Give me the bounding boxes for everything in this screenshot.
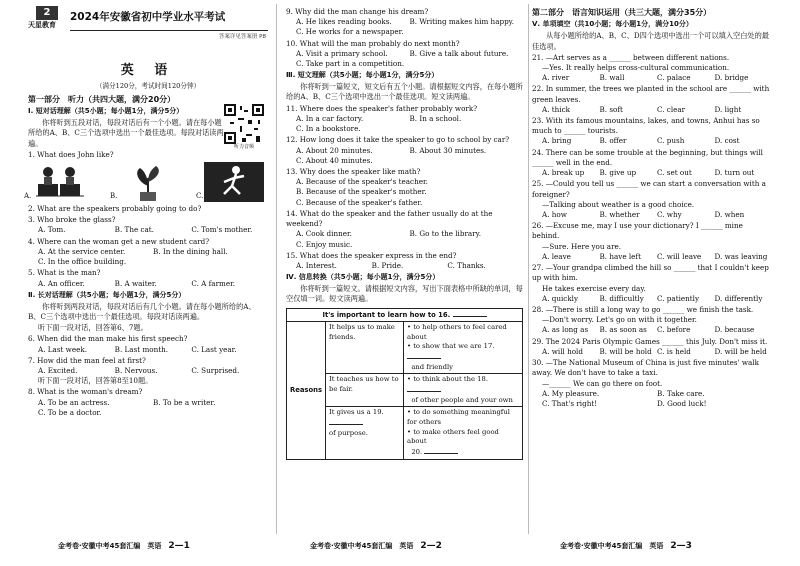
book-reading-icon <box>32 162 92 202</box>
option: B. A waiter. <box>114 278 157 288</box>
option: C. In a bookstore. <box>296 124 361 134</box>
option: C. is held <box>657 346 691 356</box>
detail-text: of other people and your own <box>411 395 513 404</box>
option: B. To be a writer. <box>153 397 216 407</box>
blank-20[interactable] <box>424 447 458 454</box>
option: B. Writing makes him happy. <box>409 17 515 27</box>
table-title-text: It's important to learn how to 16. <box>322 310 451 319</box>
section-3-title: Ⅲ. 短文理解（共5小题；每小题1分，满分5分） <box>286 71 439 80</box>
section-5-instructions: 从每小题所给的A、B、C、D四个选项中选出一个可以填入空白处的最佳选项。 <box>532 31 769 51</box>
picture-c <box>196 162 264 202</box>
option: D. when <box>714 210 745 220</box>
question-28-reply: —Don't worry. Let's go on with it together. <box>542 315 697 325</box>
option: B. About 30 minutes. <box>409 145 487 155</box>
column-2 <box>286 6 523 534</box>
section-2-note-2: 听下面一段对话，回答第8至10题。 <box>38 376 153 386</box>
question-4: 4. Where can the woman get a new student card? <box>28 236 210 246</box>
option: C. Surprised. <box>191 365 240 375</box>
question-24-options <box>532 168 772 178</box>
question-8: 8. What is the woman's dream? <box>28 387 143 397</box>
option: B. Take care. <box>657 388 705 398</box>
option: A. In a car factory. <box>296 113 364 123</box>
section-4-title: Ⅳ. 信息转换（共5小题；每小题1分，满分5分） <box>286 273 440 282</box>
question-4-options <box>28 247 268 257</box>
question-5-options <box>28 279 268 289</box>
question-13-options <box>286 177 523 208</box>
option: C. Last year. <box>191 344 237 354</box>
option: D. because <box>714 325 755 335</box>
qr-code-icon <box>224 104 264 144</box>
detail-text: to show that we are 17. <box>413 342 495 351</box>
publisher-logo <box>28 6 68 46</box>
detail-text: 20. <box>411 447 423 456</box>
logo-brand: 天星教育 <box>28 21 56 29</box>
option: A. Interest. <box>296 260 337 270</box>
logo-number: 2 <box>36 6 58 20</box>
picture-b-label: B. <box>110 192 118 201</box>
option: C. will leave <box>657 251 702 261</box>
question-2: 2. What are the speakers probably going to do? <box>28 203 202 213</box>
question-12: 12. How long does it take the speaker to go to school by car? <box>286 135 510 145</box>
option: B. Pride. <box>371 260 404 270</box>
reason-2-details: • to think about the 18. of other people and your own <box>404 374 523 407</box>
option: A. thick <box>542 104 570 114</box>
option: C. clear <box>657 104 686 114</box>
question-30-reply: —______ We can go there on foot. <box>542 378 663 388</box>
footer-series: 金考卷·安徽中考45套汇编 英语 <box>310 542 414 550</box>
question-15: 15. What does the speaker express in the end? <box>286 250 457 260</box>
option: A. river <box>542 73 570 83</box>
option: A. About 20 minutes. <box>296 145 373 155</box>
question-10: 10. What will the man probably do next month? <box>286 38 460 48</box>
section-2-note-1: 听下面一段对话，回答第6、7题。 <box>38 323 148 333</box>
question-28-options <box>532 325 772 335</box>
question-15-options <box>286 261 523 271</box>
option: D. was leaving <box>714 251 768 261</box>
option: A. Excited. <box>38 365 78 375</box>
question-23: 23. With its famous mountains, lakes, and towns, Anhui has so much to ______ tourists. <box>532 116 760 136</box>
question-12-options-c <box>286 156 523 166</box>
column-divider <box>276 4 277 534</box>
page-number: 2—3 <box>670 541 692 551</box>
option: C. A farmer. <box>191 278 236 288</box>
section-2-instructions: 你将听到两段对话，每段对话后有几个小题。请在每小题所给的A、B、C三个选项中选出一个最佳选项。每段对话读两遍。 <box>28 301 256 321</box>
option: C. Because of the speaker's father. <box>296 197 423 207</box>
question-25: 25. —Could you tell us ______ we can start a conversation with a foreigner? <box>532 179 766 199</box>
blank-17[interactable] <box>407 352 441 359</box>
question-22: 22. In summer, the trees we planted in the school are ______ with green leaves. <box>532 84 770 104</box>
question-28: 28. —There is still a long way to go ______ we finish the task. <box>532 304 754 314</box>
question-9: 9. Why did the man change his dream? <box>286 7 429 16</box>
plant-icon <box>118 162 178 202</box>
question-23-options <box>532 136 772 146</box>
option: C. About 40 minutes. <box>296 155 373 165</box>
option: C. He works for a newspaper. <box>296 27 404 37</box>
question-1-pictures <box>24 162 268 202</box>
question-9-options-c <box>286 27 523 37</box>
option: A. will hold <box>542 346 583 356</box>
option: B. Go to the library. <box>409 229 482 239</box>
option: A. He likes reading books. <box>296 17 392 27</box>
option: B. will be hold <box>599 346 652 356</box>
qr-code[interactable] <box>224 104 264 151</box>
question-22-options <box>532 105 772 115</box>
option: B. as soon as <box>599 325 647 335</box>
question-21-options <box>532 73 772 83</box>
option: C. In the office building. <box>38 257 127 267</box>
question-29: 29. The 2024 Paris Olympic Games ______ this July. Don't miss it. <box>532 336 768 346</box>
part2-title: 第二部分 语言知识运用（共三大题，满分35分） <box>532 8 712 17</box>
column-divider <box>528 4 529 534</box>
question-4-options-c <box>28 257 268 267</box>
question-6-options <box>28 345 268 355</box>
option: B. Because of the speaker's mother. <box>296 187 427 197</box>
page-number: 2—1 <box>168 541 190 551</box>
section-5-title: Ⅴ. 单项填空（共10小题；每小题1分，满分10分） <box>532 20 693 29</box>
title-rule <box>70 30 268 31</box>
footer-series: 金考卷·安徽中考45套汇编 英语 <box>58 542 162 550</box>
exam-title: 2024年安徽省初中学业水平考试 <box>70 11 226 23</box>
question-8-options-c <box>28 408 268 418</box>
question-10-options-c <box>286 59 523 69</box>
footer-series: 金考卷·安徽中考45套汇编 英语 <box>560 542 664 550</box>
question-30-options-cd <box>532 399 772 409</box>
question-5: 5. What is the man? <box>28 268 101 278</box>
question-13: 13. Why does the speaker like math? <box>286 167 421 176</box>
section-4-instructions: 你将听到一篇短文。请根据短文内容，写出下面表格中所缺的单词，每空仅填一词。短文读两遍。 <box>286 284 523 304</box>
option: D. Good luck! <box>657 398 707 408</box>
option: D. cost <box>714 136 740 146</box>
option: B. whether <box>599 210 640 220</box>
question-11: 11. Where does the speaker's father probably work? <box>286 103 478 113</box>
blank-16[interactable] <box>453 310 487 317</box>
option: A. An officer. <box>38 278 85 288</box>
exam-info: （满分120分，考试时间120分钟） <box>95 82 201 91</box>
option: A. Last week. <box>38 344 87 354</box>
option: C. palace <box>657 73 691 83</box>
header <box>28 6 268 58</box>
section-1-instructions: 你将听到五段对话，每段对话后有一个小题。请在每小题所给的A、B、C三个选项中选出一个最佳选项。每段对话读两遍。 <box>28 118 224 148</box>
question-27-options <box>532 294 772 304</box>
option: B. Give a talk about future. <box>409 48 509 58</box>
reason-3-text-b: of purpose. <box>329 428 368 437</box>
option: A. Visit a primary school. <box>296 48 388 58</box>
question-27-reply: He takes exercise every day. <box>542 283 646 293</box>
footer-page-3 <box>560 540 692 553</box>
table-title <box>287 308 523 322</box>
picture-a-label: A. <box>24 192 32 201</box>
question-24: 24. There can be some trouble at the beginning, but things will ______ well in the end. <box>532 147 763 167</box>
detail-text: to think about the 18. <box>413 375 488 384</box>
question-29-options <box>532 347 772 357</box>
option: A. bring <box>542 136 572 146</box>
picture-b <box>110 162 178 202</box>
option: A. To be an actress. <box>38 397 110 407</box>
reason-2: It teaches us how to be fair. <box>326 374 404 407</box>
qr-label: 听力音频 <box>233 144 254 150</box>
column-3 <box>532 6 772 534</box>
option: A. Cook dinner. <box>296 229 352 239</box>
option: C. That's right! <box>542 398 598 408</box>
blank-19[interactable] <box>329 418 363 425</box>
question-8-options <box>28 398 268 408</box>
question-1: 1. What does John like? <box>28 149 114 159</box>
detail-text: to make others feel good about <box>407 427 499 446</box>
question-21-reply: —Yes. It really helps cross-cultural communication. <box>542 62 730 72</box>
column-1 <box>24 6 268 534</box>
part1-title: 第一部分 听力（共四大题，满分20分） <box>28 94 176 104</box>
question-26-options <box>532 252 772 262</box>
option: C. Thanks. <box>447 260 486 270</box>
question-21: 21. —Art serves as a ______ between different nations. <box>532 52 730 62</box>
question-7: 7. How did the man feel at first? <box>28 355 146 365</box>
option: D. light <box>714 104 742 114</box>
option: A. At the service center. <box>38 246 126 256</box>
question-14-options <box>286 229 523 239</box>
option: C. set out <box>657 168 692 178</box>
option: A. break up <box>542 168 585 178</box>
option: A. Because of the speaker's teacher. <box>296 177 428 187</box>
question-26: 26. —Excuse me, may I use your dictionary? I ______ mine behind. <box>532 221 743 241</box>
option: D. turn out <box>714 168 755 178</box>
question-12-options <box>286 146 523 156</box>
question-14: 14. What do the speaker and the father usually do at the weekend? <box>286 208 493 229</box>
picture-a <box>24 162 92 202</box>
question-11-options-c <box>286 124 523 134</box>
question-6: 6. When did the man make his first speech? <box>28 334 188 344</box>
question-3-options <box>28 225 268 235</box>
option: B. In a school. <box>409 113 462 123</box>
running-figure-icon <box>204 162 264 202</box>
option: A. as long as <box>542 325 589 335</box>
option: A. quickly <box>542 293 579 303</box>
option: B. difficultly <box>599 293 644 303</box>
detail-text: to help others to feel cared about <box>407 323 507 341</box>
page-number: 2—2 <box>420 541 442 551</box>
option: C. Tom's mother. <box>191 225 253 235</box>
option: B. Last month. <box>114 344 169 354</box>
section-1-title: Ⅰ. 短对话理解（共5小题；每小题1分，满分5分） <box>28 107 184 116</box>
option: A. how <box>542 210 567 220</box>
info-table <box>286 308 523 460</box>
blank-18[interactable] <box>407 385 441 392</box>
reason-1: It helps us to make friends. <box>326 322 404 374</box>
option: C. To be a doctor. <box>38 407 102 417</box>
question-10-options <box>286 49 523 59</box>
reason-1-details: • to help others to feel cared about • to show that we are 17. and friendly <box>404 322 523 374</box>
option: B. offer <box>599 136 627 146</box>
option: B. have left <box>599 251 641 261</box>
section-3-instructions: 你将听到一篇短文，短文后有五个小题。请根据短文内容，在每小题所给的A、B、C三个选项中选出一个最佳选项。短文读两遍。 <box>286 82 523 102</box>
reason-3-text: It gives us a 19. <box>329 408 384 417</box>
question-3: 3. Who broke the glass? <box>28 215 116 225</box>
question-26-reply: —Sure. Here you are. <box>542 241 622 251</box>
question-30-options <box>532 389 772 399</box>
question-14-options-c <box>286 240 523 250</box>
footer-page-2 <box>310 540 442 553</box>
option: A. Tom. <box>38 225 66 235</box>
option: A. My pleasure. <box>542 388 600 398</box>
question-25-options <box>532 210 772 220</box>
option: D. bridge <box>714 73 749 83</box>
option: C. Enjoy music. <box>296 239 353 249</box>
option: B. The cat. <box>114 225 154 235</box>
option: B. wall <box>599 73 625 83</box>
option: C. why <box>657 210 682 220</box>
option: A. leave <box>542 251 571 261</box>
option: B. Nervous. <box>114 365 158 375</box>
option: C. push <box>657 136 685 146</box>
section-2-title: Ⅱ. 长对话理解（共5小题；每小题1分，满分5分） <box>28 290 186 299</box>
question-9-options <box>286 17 523 27</box>
question-27: 27. —Your grandpa climbed the hill so ______ that I couldn't keep up with him. <box>532 263 769 283</box>
reason-3 <box>326 407 404 459</box>
question-30: 30. —The National Museum of China is just five minutes' walk away. We don't have to take a taxi. <box>532 358 759 378</box>
question-11-options <box>286 114 523 124</box>
option: C. before <box>657 325 691 335</box>
detail-text: to do something meaningful for others <box>407 408 510 426</box>
option: B. soft <box>599 104 623 114</box>
option: D. will be held <box>714 346 767 356</box>
option: C. patiently <box>657 293 700 303</box>
option: B. In the dining hall. <box>153 246 228 256</box>
subject-title: 英 语 <box>120 63 176 78</box>
footer-page-1 <box>58 540 190 553</box>
option: B. give up <box>599 168 637 178</box>
detail-text: and friendly <box>411 362 454 371</box>
question-7-options <box>28 366 268 376</box>
question-25-reply: —Talking about weather is a good choice. <box>542 199 695 209</box>
reason-3-details: • to do something meaningful for others • to make others feel good about 20. <box>404 407 523 459</box>
option: C. Take part in a competition. <box>296 59 405 69</box>
scan-hint: 答案详见答案册 P8 <box>218 34 266 40</box>
picture-c-label: C. <box>196 192 204 201</box>
row-label: Reasons <box>287 322 326 459</box>
option: D. differently <box>714 293 763 303</box>
